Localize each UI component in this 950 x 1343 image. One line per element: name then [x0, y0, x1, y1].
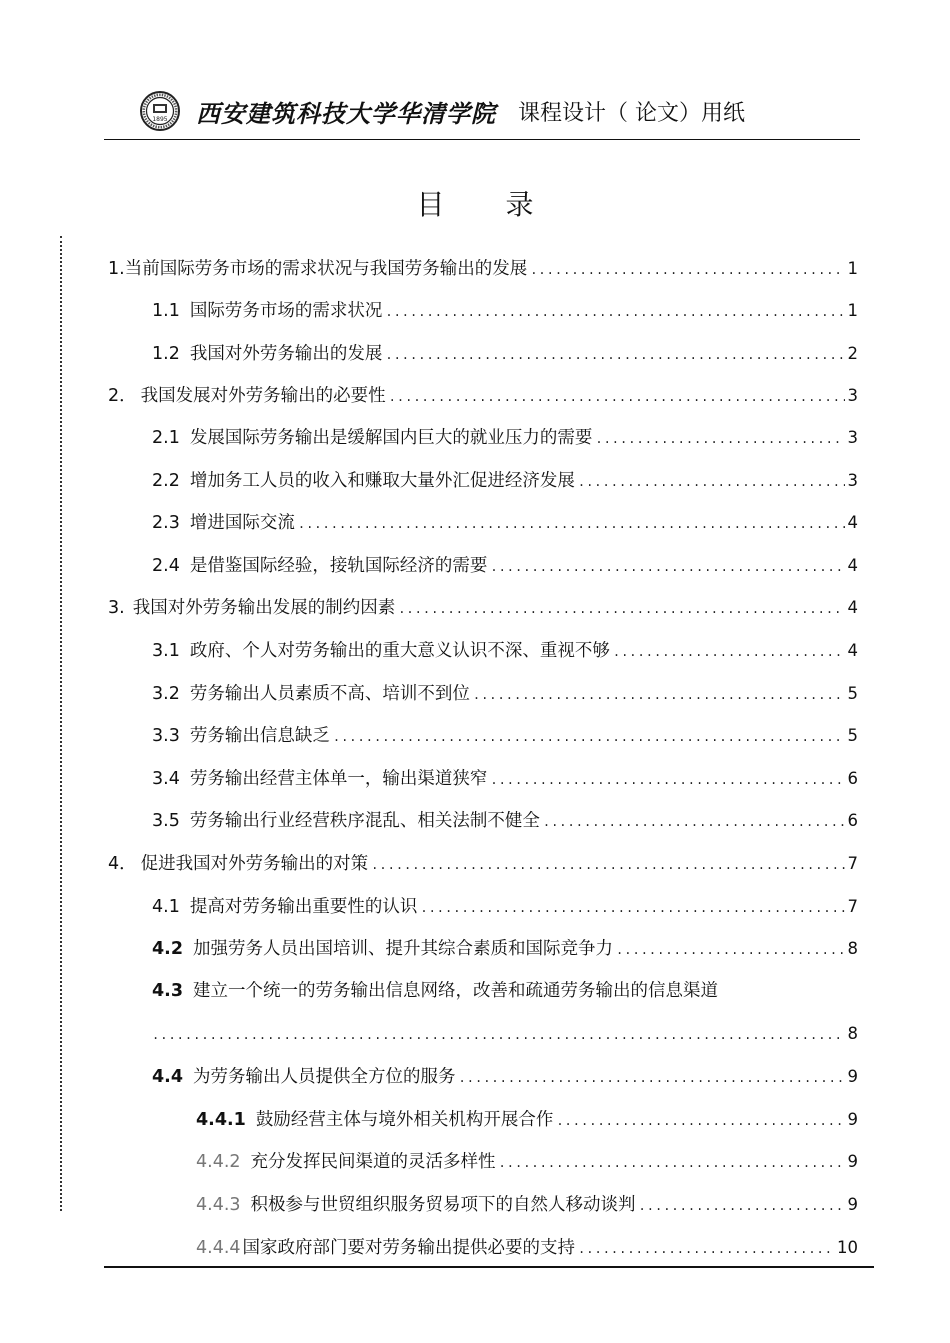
toc-page-number: 3: [847, 428, 858, 447]
toc-entry-3-1[interactable]: [152, 636, 858, 666]
toc-page-number: 1: [847, 301, 858, 320]
toc-entry-4-4-2[interactable]: [196, 1147, 858, 1177]
toc-leader: [385, 340, 844, 370]
toc-entry-text: 增加务工人员的收入和赚取大量外汇促进经济发展: [189, 471, 575, 491]
toc-entry-number: 4.2: [152, 939, 184, 959]
toc-entry-number: 2.1: [152, 428, 180, 448]
toc-leader: [556, 1106, 844, 1136]
toc-page-number: 4: [847, 556, 858, 575]
toc-entry-number: 4.3: [152, 981, 184, 1001]
toc-entry-4[interactable]: [108, 849, 858, 879]
toc-entry-3-2[interactable]: [152, 679, 858, 709]
toc-leader: [639, 1191, 845, 1221]
paper-label: 课程设计（ 论文）用纸: [518, 100, 745, 126]
toc-entry-text: 提高对劳务输出重要性的认识: [189, 897, 418, 917]
toc-page-number: 9: [847, 1152, 858, 1171]
toc-entry-text: 增进国际交流: [189, 513, 295, 533]
toc-leader: [613, 637, 845, 667]
toc-entry-number: 3.5: [152, 811, 180, 831]
toc-entry-text: 加强劳务人员出国培训、提升其综合素质和国际竞争力: [193, 939, 614, 959]
toc-entry-text: 政府、个人对劳务输出的重大意义认识不深、重视不够: [189, 641, 610, 661]
toc-entry-text: 发展国际劳务输出是缓解国内巨大的就业压力的需要: [189, 428, 593, 448]
toc-page-number: 5: [847, 684, 858, 703]
binding-dotted-line: [60, 236, 62, 1211]
toc-entry-number: 2.2: [152, 471, 180, 491]
toc-leader: [333, 722, 845, 752]
toc-entry-2[interactable]: [108, 381, 858, 411]
toc-entry-text: 国家政府部门要对劳务输出提供必要的支持: [242, 1238, 576, 1258]
school-seal-icon: [140, 91, 180, 131]
toc-leader: [578, 467, 845, 497]
toc-entry-text: 充分发挥民间渠道的灵活多样性: [250, 1152, 496, 1172]
toc-leader: [385, 297, 844, 327]
toc-entry-text: 我国对外劳务输出发展的制约因素: [132, 598, 396, 618]
toc-page-number: 5: [847, 726, 858, 745]
toc-entry-number: 4.4: [152, 1067, 184, 1087]
toc-entry-1-1[interactable]: [152, 296, 858, 326]
toc-leader: [389, 382, 845, 412]
toc-entry-text: 是借鉴国际经验，接轨国际经济的需要: [189, 556, 488, 576]
toc-entry-text: 为劳务输出人员提供全方位的服务: [193, 1067, 456, 1087]
toc-leader: [420, 893, 844, 923]
toc-leader: [616, 935, 844, 965]
toc-leader: [499, 1148, 845, 1178]
toc-page-number: 6: [847, 811, 858, 830]
toc-entry-text: 我国对外劳务输出的发展: [189, 344, 383, 364]
toc-page-number: 9: [847, 1067, 858, 1086]
toc-page-number: 1: [847, 259, 858, 278]
toc-page-number: 8: [847, 939, 858, 958]
toc-page-number: 9: [847, 1195, 858, 1214]
toc-entry-4-4-1[interactable]: [196, 1105, 858, 1135]
toc-entry-text: 劳务输出信息缺乏: [189, 726, 330, 746]
toc-entry-3-5[interactable]: [152, 806, 858, 836]
toc-entry-3-4[interactable]: [152, 764, 858, 794]
toc-entry-4-4-3[interactable]: [196, 1190, 858, 1220]
toc-entry-3[interactable]: [108, 593, 858, 623]
toc-entry-text: 我国发展对外劳务输出的必要性: [140, 386, 386, 406]
toc-entry-number: 1.2: [152, 344, 180, 364]
toc-leader: [530, 255, 844, 285]
toc-entry-number: 2.3: [152, 513, 180, 533]
toc-entry-text: 劳务输出人员素质不高、培训不到位: [189, 684, 470, 704]
toc-leader: [459, 1063, 845, 1093]
toc-leader: [371, 850, 844, 880]
toc-page-number: 7: [847, 854, 858, 873]
toc-leader: [578, 1234, 834, 1264]
toc-entry-1[interactable]: [108, 254, 858, 284]
toc-leader: [490, 765, 844, 795]
school-name: 西安建筑科技大学华清学院: [196, 98, 496, 128]
toc-entry-number: 1.1: [152, 301, 180, 321]
toc-entry-text: 国际劳务市场的需求状况: [189, 301, 383, 321]
toc-entry-number: 4．: [108, 854, 137, 874]
toc-entry-number: 4.4.3: [196, 1195, 241, 1215]
toc-leader: [152, 1020, 845, 1050]
toc-page-number: 7: [847, 897, 858, 916]
footer-rule: [104, 1266, 874, 1268]
toc-leader: [473, 680, 845, 710]
toc-entry-number: 4.4.4: [196, 1238, 241, 1258]
seal-year: 1895: [152, 116, 168, 123]
toc-leader: [490, 552, 844, 582]
toc-entry-number: 3.2: [152, 684, 180, 704]
toc-entry-4-3[interactable]: [152, 976, 718, 1006]
toc-entry-2-3[interactable]: [152, 508, 858, 538]
toc-page-number: 9: [847, 1110, 858, 1129]
toc-leader: [543, 807, 845, 837]
toc-page-number: 4: [847, 598, 858, 617]
toc-entry-number: 4.4.2: [196, 1152, 241, 1172]
toc-entry-number: 2．: [108, 386, 137, 406]
toc-leader: [595, 424, 844, 454]
toc-page-number: 2: [847, 344, 858, 363]
toc-entry-number: 3.: [108, 598, 125, 618]
toc-page-number: 4: [847, 513, 858, 532]
toc-entry-number: 3.3: [152, 726, 180, 746]
toc-entry-number: 3.1: [152, 641, 180, 661]
toc-entry-text: 劳务输出经营主体单一，输出渠道狭窄: [189, 769, 488, 789]
toc-page-number: 6: [847, 769, 858, 788]
toc-entry-4-2[interactable]: [152, 934, 858, 964]
toc-leader: [298, 509, 845, 539]
toc-page-number: 4: [847, 641, 858, 660]
page-header: [140, 86, 840, 136]
toc-entry-4-4-4[interactable]: [196, 1233, 858, 1263]
toc-page-number: 3: [847, 471, 858, 490]
toc-title: 目 录: [416, 188, 560, 221]
toc-entry-text: 鼓励经营主体与境外相关机构开展合作: [255, 1110, 554, 1130]
toc-entry-text: 促进我国对外劳务输出的对策: [140, 854, 369, 874]
toc-entry-text: 劳务输出行业经营秩序混乱、相关法制不健全: [189, 811, 540, 831]
toc-entry-3-3[interactable]: [152, 721, 858, 751]
toc-entry-text: 当前国际劳务市场的需求状况与我国劳务输出的发展: [124, 259, 528, 279]
toc-page-number: 10: [837, 1238, 858, 1257]
toc-entry-number: 1.: [108, 259, 125, 279]
toc-entry-4-4[interactable]: [152, 1062, 858, 1092]
toc-entry-4-3-continued[interactable]: [152, 1019, 858, 1049]
toc-entry-2-2[interactable]: [152, 466, 858, 496]
toc-entry-number: 3.4: [152, 769, 180, 789]
toc-page-number: 8: [847, 1024, 858, 1043]
toc-entry-text: 建立一个统一的劳务输出信息网络，改善和疏通劳务输出的信息渠道: [193, 981, 719, 1001]
toc-entry-number: 4.4.1: [196, 1110, 246, 1130]
toc-leader: [398, 594, 844, 624]
toc-entry-number: 2.4: [152, 556, 180, 576]
toc-entry-text: 积极参与世贸组织服务贸易项下的自然人移动谈判: [250, 1195, 636, 1215]
toc-entry-4-1[interactable]: [152, 892, 858, 922]
toc-page-number: 3: [847, 386, 858, 405]
toc-entry-1-2[interactable]: [152, 339, 858, 369]
toc-entry-2-1[interactable]: [152, 423, 858, 453]
header-rule: [104, 139, 860, 140]
toc-entry-number: 4.1: [152, 897, 180, 917]
toc-entry-2-4[interactable]: [152, 551, 858, 581]
